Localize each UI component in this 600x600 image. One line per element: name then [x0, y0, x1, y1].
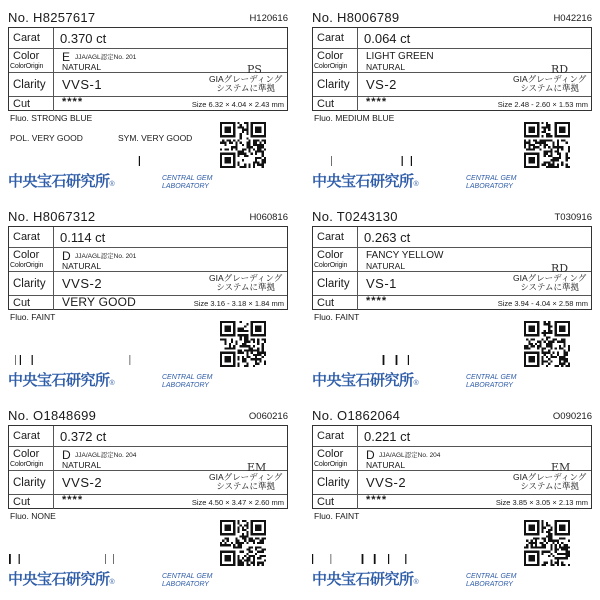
- certification-ref: JJA/AGL認定No. 204: [75, 452, 137, 459]
- carat-row: [9, 227, 287, 247]
- color-label: Color: [13, 448, 40, 460]
- color-value: LIGHT GREEN: [366, 51, 434, 62]
- gia-standard-note: [513, 274, 586, 292]
- cut-row: [9, 295, 287, 310]
- color-row: [9, 247, 287, 272]
- clarity-label: Clarity: [13, 79, 46, 91]
- cut-value: ****: [366, 494, 388, 506]
- barcode: [8, 156, 148, 166]
- clarity-row: [9, 271, 287, 296]
- lab-name: CENTRAL GEM LABORATORY: [162, 573, 213, 588]
- gia-line2: システムに準拠: [520, 481, 579, 491]
- color-value: D: [366, 448, 375, 462]
- clarity-value: VVS-2: [62, 475, 103, 490]
- cut-value: ****: [62, 96, 84, 108]
- carat-label: Carat: [317, 430, 344, 442]
- measurements: Size 4.50 × 3.47 × 2.60 mm: [191, 498, 284, 507]
- clarity-label: Clarity: [317, 278, 350, 290]
- gia-line2: システムに準拠: [520, 83, 579, 93]
- cut-label: Cut: [317, 496, 335, 508]
- color-origin-value: NATURAL: [366, 62, 406, 72]
- cut-row: [313, 96, 591, 111]
- grading-table: [8, 425, 288, 509]
- clarity-value: VS-1: [366, 276, 397, 291]
- grading-report-card: [2, 6, 294, 202]
- carat-value: 0.221 ct: [364, 429, 411, 444]
- grading-table: [8, 27, 288, 111]
- measurements: Size 3.94 - 4.04 × 2.58 mm: [497, 299, 588, 308]
- lab-name: CENTRAL GEM LABORATORY: [162, 175, 213, 190]
- gia-line2: システムに準拠: [216, 282, 275, 292]
- gia-standard-note: [209, 473, 282, 491]
- grading-table: [312, 425, 592, 509]
- clarity-value: VVS-2: [62, 276, 103, 291]
- qr-code: [524, 520, 570, 566]
- lab-logo: 中央宝石研究所®: [312, 372, 419, 389]
- report-number: No. H8067312: [8, 209, 96, 224]
- measurements: Size 6.32 × 4.04 × 2.43 mm: [191, 100, 284, 109]
- lab-name: CENTRAL GEM LABORATORY: [162, 374, 213, 389]
- fluorescence: Fluo. NONE: [10, 511, 56, 521]
- lab-name: CENTRAL GEM LABORATORY: [466, 573, 517, 588]
- barcode: [312, 554, 452, 564]
- fluorescence: Fluo. FAINT: [314, 511, 360, 521]
- color-value: D: [62, 249, 71, 263]
- clarity-label: Clarity: [13, 477, 46, 489]
- qr-code: [524, 122, 570, 168]
- cut-row: [313, 494, 591, 509]
- color-origin-label: ColorOrigin: [314, 262, 348, 269]
- measurements: Size 3.16 - 3.18 × 1.84 mm: [193, 299, 284, 308]
- carat-label: Carat: [13, 231, 40, 243]
- barcode: [312, 156, 452, 166]
- grading-table: [312, 27, 592, 111]
- cut-value: ****: [62, 494, 84, 506]
- qr-code: [220, 321, 266, 367]
- color-value: E: [62, 50, 71, 64]
- gia-standard-note: [209, 75, 282, 93]
- grader-stamp: EM: [247, 461, 267, 474]
- color-label: Color: [13, 50, 40, 62]
- grader-stamp: RD: [551, 63, 569, 76]
- grader-stamp: PS: [247, 63, 262, 76]
- report-number: No. H8006789: [312, 10, 400, 25]
- lab-name: CENTRAL GEM LABORATORY: [466, 175, 517, 190]
- qr-code: [220, 122, 266, 168]
- gia-line1: GIAグレーディング: [513, 74, 587, 84]
- clarity-value: VVS-1: [62, 77, 103, 92]
- color-origin-value: NATURAL: [62, 62, 102, 72]
- color-origin-value: NATURAL: [62, 261, 102, 271]
- polish: POL. VERY GOOD: [10, 133, 83, 143]
- clarity-value: VVS-2: [366, 475, 407, 490]
- color-row: [9, 48, 287, 73]
- grading-report-card: [2, 205, 294, 401]
- color-row: [313, 446, 591, 471]
- carat-label: Carat: [317, 32, 344, 44]
- clarity-value: VS-2: [366, 77, 397, 92]
- color-origin-label: ColorOrigin: [10, 262, 44, 269]
- cut-value: ****: [366, 295, 388, 307]
- report-date-code: O090216: [552, 411, 592, 422]
- clarity-label: Clarity: [13, 278, 46, 290]
- grading-table: [312, 226, 592, 310]
- cut-row: [9, 494, 287, 509]
- qr-code: [220, 520, 266, 566]
- certification-ref: JJA/AGL認定No. 204: [379, 452, 441, 459]
- carat-value: 0.064 ct: [364, 31, 411, 46]
- gia-line1: GIAグレーディング: [209, 273, 283, 283]
- carat-value: 0.372 ct: [60, 429, 107, 444]
- barcode: [8, 355, 148, 365]
- report-number: No. H8257617: [8, 10, 96, 25]
- report-date-code: H060816: [249, 212, 288, 223]
- color-label: Color: [13, 249, 40, 261]
- color-origin-label: ColorOrigin: [314, 63, 348, 70]
- report-number: No. O1862064: [312, 408, 401, 423]
- report-date-code: H042216: [553, 13, 592, 24]
- carat-label: Carat: [13, 430, 40, 442]
- report-date-code: H120616: [249, 13, 288, 24]
- carat-value: 0.370 ct: [60, 31, 107, 46]
- cut-row: [313, 295, 591, 310]
- color-label: Color: [317, 50, 344, 62]
- color-origin-value: NATURAL: [62, 460, 102, 470]
- fluorescence: Fluo. FAINT: [314, 312, 360, 322]
- color-origin-label: ColorOrigin: [10, 461, 44, 468]
- cut-label: Cut: [317, 297, 335, 309]
- fluorescence: Fluo. STRONG BLUE: [10, 113, 93, 123]
- lab-name: CENTRAL GEM LABORATORY: [466, 374, 517, 389]
- symmetry: SYM. VERY GOOD: [118, 133, 193, 143]
- clarity-label: Clarity: [317, 79, 350, 91]
- gia-line2: システムに準拠: [216, 481, 275, 491]
- carat-label: Carat: [13, 32, 40, 44]
- report-number: No. O1848699: [8, 408, 97, 423]
- barcode: [312, 355, 452, 365]
- color-label: Color: [317, 249, 344, 261]
- barcode: [8, 554, 148, 564]
- grading-report-card: [2, 404, 294, 600]
- measurements: Size 2.48 - 2.60 × 1.53 mm: [497, 100, 588, 109]
- carat-row: [9, 426, 287, 446]
- color-row: [313, 247, 591, 272]
- fluorescence: Fluo. MEDIUM BLUE: [314, 113, 395, 123]
- carat-value: 0.263 ct: [364, 230, 411, 245]
- fluorescence: Fluo. FAINT: [10, 312, 56, 322]
- color-origin-value: NATURAL: [366, 261, 406, 271]
- cut-label: Cut: [13, 297, 31, 309]
- lab-logo: 中央宝石研究所®: [8, 372, 115, 389]
- gia-line1: GIAグレーディング: [209, 472, 283, 482]
- color-value: D: [62, 448, 71, 462]
- cut-value: ****: [366, 96, 388, 108]
- certification-ref: JJA/AGL認定No. 201: [75, 54, 137, 61]
- gia-line1: GIAグレーディング: [209, 74, 283, 84]
- grading-report-card: [306, 205, 598, 401]
- grading-report-card: [306, 6, 598, 202]
- carat-row: [313, 227, 591, 247]
- color-label: Color: [317, 448, 344, 460]
- carat-label: Carat: [317, 231, 344, 243]
- cut-row: [9, 96, 287, 111]
- qr-code: [524, 321, 570, 367]
- lab-logo: 中央宝石研究所®: [8, 571, 115, 588]
- grader-stamp: EM: [551, 461, 571, 474]
- gia-line2: システムに準拠: [216, 83, 275, 93]
- grader-stamp: RD: [551, 262, 569, 275]
- lab-logo: 中央宝石研究所®: [312, 571, 419, 588]
- lab-logo: 中央宝石研究所®: [8, 173, 115, 190]
- report-date-code: T030916: [554, 212, 592, 223]
- gia-line1: GIAグレーディング: [513, 472, 587, 482]
- gia-line2: システムに準拠: [520, 282, 579, 292]
- grading-table: [8, 226, 288, 310]
- report-number: No. T0243130: [312, 209, 398, 224]
- lab-logo: 中央宝石研究所®: [312, 173, 419, 190]
- color-row: [313, 48, 591, 73]
- gia-standard-note: [513, 75, 586, 93]
- carat-row: [9, 28, 287, 48]
- color-origin-label: ColorOrigin: [10, 63, 44, 70]
- certification-ref: JJA/AGL認定No. 201: [75, 253, 137, 260]
- carat-row: [313, 426, 591, 446]
- color-value: FANCY YELLOW: [366, 250, 444, 261]
- gia-standard-note: [513, 473, 586, 491]
- clarity-label: Clarity: [317, 477, 350, 489]
- color-origin-value: NATURAL: [366, 460, 406, 470]
- carat-row: [313, 28, 591, 48]
- gia-line1: GIAグレーディング: [513, 273, 587, 283]
- cut-label: Cut: [13, 496, 31, 508]
- cut-value: VERY GOOD: [62, 295, 137, 309]
- cut-label: Cut: [13, 98, 31, 110]
- color-row: [9, 446, 287, 471]
- carat-value: 0.114 ct: [60, 230, 106, 245]
- cut-label: Cut: [317, 98, 335, 110]
- measurements: Size 3.85 × 3.05 × 2.13 mm: [495, 498, 588, 507]
- gia-standard-note: [209, 274, 282, 292]
- grading-report-card: [306, 404, 598, 600]
- report-date-code: O060216: [248, 411, 288, 422]
- color-origin-label: ColorOrigin: [314, 461, 348, 468]
